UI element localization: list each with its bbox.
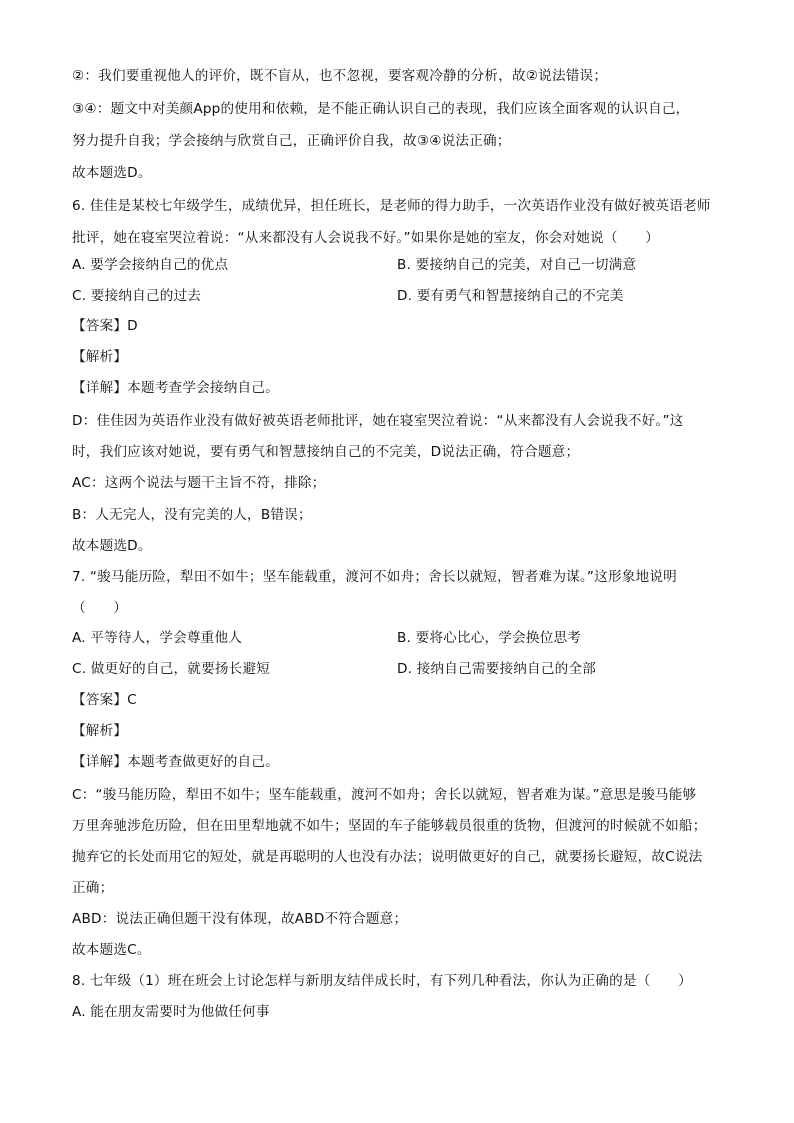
q7-detail-line: 万里奔驰涉危历险，但在田里犁地就不如牛；坚固的车子能够载员很重的货物，但渡河的时候就不如船； <box>72 818 707 834</box>
question-8-stem: 8. 七年级（1）班在班会上讨论怎样与新朋友结伴成长时，有下列几种看法，你认为正确的是（ ） <box>72 973 692 989</box>
q6-answer: 【答案】D <box>72 318 138 334</box>
question-7-stem: （ ） <box>72 600 128 616</box>
q6-detail-line: D：佳佳因为英语作业没有做好被英语老师批评，她在寝室哭泣着说：“从来都没有人会说我不好。”这 <box>72 413 684 429</box>
q6-detail-line: 故本题选D。 <box>72 538 152 554</box>
q7-option-b: B. 要将心比心，学会换位思考 <box>397 630 582 646</box>
q6-detail-line: AC：这两个说法与题干主旨不符，排除； <box>72 475 326 491</box>
q7-option-a: A. 平等待人，学会尊重他人 <box>72 630 243 646</box>
q7-option-d: D. 接纳自己需要接纳自己的全部 <box>397 661 597 677</box>
q7-detail-line: ABD：说法正确但题干没有体现，故ABD不符合题意； <box>72 911 408 927</box>
q8-option-a: A. 能在朋友需要时为他做任何事 <box>72 1004 270 1020</box>
q6-option-c: C. 要接纳自己的过去 <box>72 288 202 304</box>
q7-detail-line: 故本题选C。 <box>72 942 151 958</box>
q6-analysis-tag: 【解析】 <box>72 349 128 365</box>
text-line: ③④：题文中对美颜App的使用和依赖，是不能正确认识自己的表现，我们应该全面客观的认识自己， <box>72 101 690 117</box>
q6-option-a: A. 要学会接纳自己的优点 <box>72 257 229 273</box>
q6-option-b: B. 要接纳自己的完美，对自己一切满意 <box>397 257 637 273</box>
q6-detail-line: B：人无完人，没有完美的人，B错误； <box>72 507 312 523</box>
q7-answer: 【答案】C <box>72 692 137 708</box>
question-6-stem: 6. 佳佳是某校七年级学生，成绩优异，担任班长，是老师的得力助手，一次英语作业没有做好被英语老师 <box>72 198 711 214</box>
q7-detail-line: 正确； <box>72 880 114 896</box>
q7-detail-line: C：“骏马能历险，犁田不如牛；坚车能载重，渡河不如舟；舍长以就短，智者难为谋。”意思是骏马能够 <box>72 787 697 803</box>
text-line: ②：我们要重视他人的评价，既不盲从，也不忽视，要客观冷静的分析，故②说法错误； <box>72 68 608 84</box>
question-7-stem: 7. “骏马能历险，犁田不如牛；坚车能载重，渡河不如舟；舍长以就短，智者难为谋。”这形象地说明 <box>72 569 677 585</box>
q6-detail-line: 时，我们应该对她说，要有勇气和智慧接纳自己的不完美，D说法正确，符合题意； <box>72 444 580 460</box>
text-line: 故本题选D。 <box>72 165 152 181</box>
q7-detail-line: 抛弃它的长处而用它的短处，就是再聪明的人也没有办法；说明做更好的自己，就要扬长避短，故C说法 <box>72 849 703 865</box>
q7-option-c: C. 做更好的自己，就要扬长避短 <box>72 661 271 677</box>
q6-detail-line: 【详解】本题考查学会接纳自己。 <box>72 380 279 396</box>
q7-detail-line: 【详解】本题考查做更好的自己。 <box>72 754 279 770</box>
text-line: 努力提升自我；学会接纳与欣赏自己，正确评价自我，故③④说法正确； <box>72 133 511 149</box>
question-6-stem: 批评，她在寝室哭泣着说：“从来都没有人会说我不好。”如果你是她的室友，你会对她说（ ） <box>72 230 660 246</box>
q7-analysis-tag: 【解析】 <box>72 723 128 739</box>
q6-option-d: D. 要有勇气和智慧接纳自己的不完美 <box>397 288 624 304</box>
